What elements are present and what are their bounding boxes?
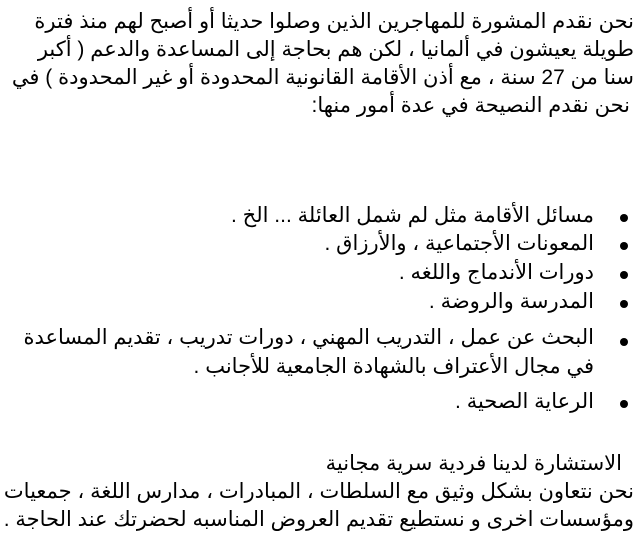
- list-item-text: الرعاية الصحية .: [455, 390, 594, 413]
- bullet-icon: [620, 400, 628, 408]
- list-item-text: المدرسة والروضة .: [428, 290, 594, 313]
- closing-line: نحن نتعاون بشكل وثيق مع السلطات ، المبادرات ، مدارس اللغة ، جمعيات: [3, 480, 634, 503]
- list-item-text: مسائل الأقامة مثل لم شمل العائلة ... الخ .: [230, 204, 594, 227]
- intro-line: نحن نقدم المشورة للمهاجرين الذين وصلوا حديثا أو أصبح لهم منذ فترة: [34, 10, 634, 33]
- list-item-text: المعونات الأجتماعية ، والأرزاق .: [324, 232, 594, 255]
- intro-line: سنا من 27 سنة ، مع أذن الأقامة القانونية المحدودة أو غير المحدودة ) في: [11, 66, 634, 89]
- bullet-icon: [620, 300, 628, 308]
- list-item-text: دورات الأندماج واللغه .: [398, 261, 594, 284]
- bullet-icon: [620, 271, 628, 279]
- intro-line: نحن نقدم النصيحة في عدة أمور منها:: [311, 94, 630, 117]
- closing-line: الاستشارة لدينا فردية سرية مجانية: [325, 452, 622, 475]
- bullet-icon: [620, 338, 628, 346]
- intro-line: طويلة يعيشون في ألمانيا ، لكن هم بحاجة إلى المساعدة والدعم ( أكبر: [37, 38, 634, 61]
- list-item-text: البحث عن عمل ، التدريب المهني ، دورات تدريب ، تقديم المساعدة: [23, 326, 594, 349]
- bullet-icon: [620, 214, 628, 222]
- bullet-icon: [620, 242, 628, 250]
- list-item-text: في مجال الأعتراف بالشهادة الجامعية للأجانب .: [193, 355, 594, 378]
- closing-line: ومؤسسات اخرى و نستطيع تقديم العروض المناسبه لحضرتك عند الحاجة .: [3, 508, 634, 531]
